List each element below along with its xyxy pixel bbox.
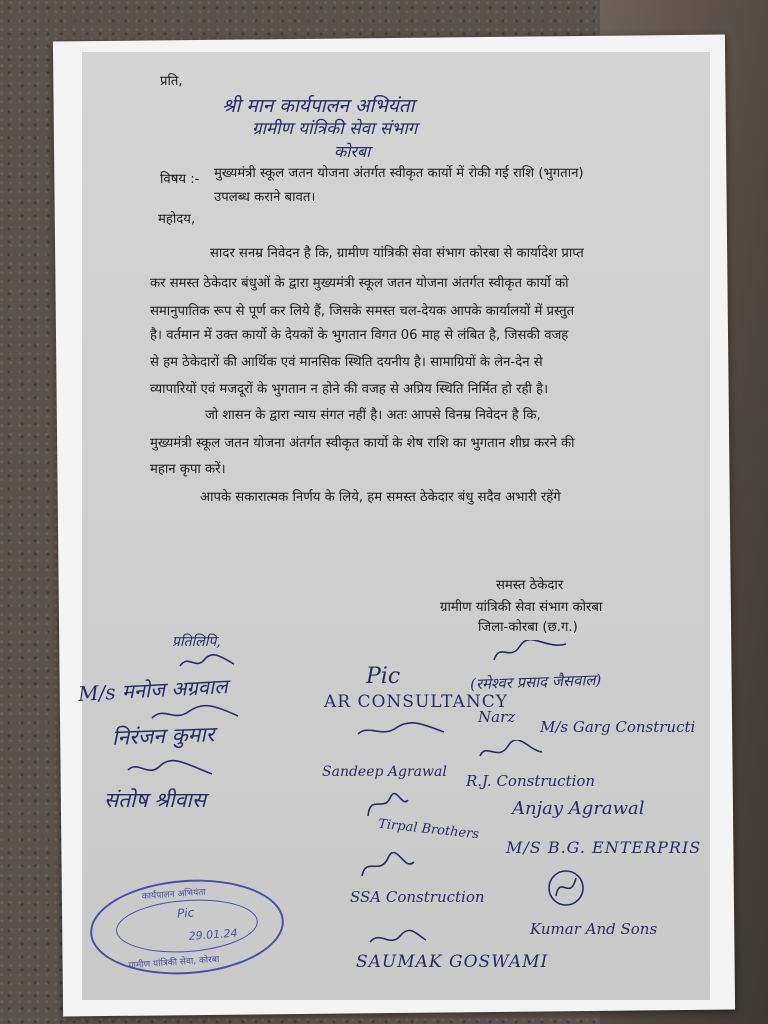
stamp-date-text: 29.01.24 (188, 926, 238, 943)
signature-pic-1: Pic (366, 664, 401, 689)
addressee-line-1: श्री मान कार्यपालन अभियंता (222, 95, 415, 117)
addressee-line-2: ग्रामीण यांत्रिकी सेवा संभाग (252, 119, 418, 139)
signature-scribble-8 (358, 852, 418, 882)
sender-line-1: समस्त ठेकेदार (496, 578, 564, 593)
stamp-top-text: कार्यपालन अभियंता (141, 887, 207, 903)
signature-anjay-agrawal: Anjay Agrawal (512, 798, 645, 819)
signature-manoj-agrawal: M/s मनोज अग्रवाल (77, 674, 229, 706)
signature-scribble-4 (490, 640, 570, 666)
signature-narz: Narz (478, 708, 516, 726)
signature-kumar-and-sons: Kumar And Sons (530, 920, 658, 938)
stamp-bottom-text: ग्रामीण यांत्रिकी सेवा, कोरबा (128, 954, 220, 972)
signature-rameshwar-prasad: (रमेश्वर प्रसाद जैसवाल) (469, 670, 602, 694)
signature-rj-construction: R.J. Construction (466, 772, 596, 790)
signature-scribble-7 (362, 790, 412, 820)
body-line-7: जो शासन के द्वारा न्याय संगत नहीं है। अतः आपसे विनम्र निवेदन है कि, (205, 408, 541, 423)
body-line-5: से हम ठेकेदारों की आर्थिक एवं मानसिक स्थिति दयनीय है। सामाग्रियों के लेन-देन से (150, 355, 543, 370)
signature-scribble-6 (476, 740, 546, 764)
signature-scribble-1 (178, 652, 238, 672)
salutation: महोदय, (158, 212, 196, 227)
subject-line-1: मुख्यमंत्री स्कूल जतन योजना अंतर्गत स्वीकृत कार्यो में रोकी गई राशि (भुगतान) (214, 166, 584, 181)
copy-label: प्रतिलिपि, (172, 634, 221, 650)
subject-label: विषय :- (160, 172, 200, 187)
signature-monogram (544, 866, 590, 912)
stamp-middle-text: Pic (176, 905, 195, 921)
to-label: प्रति, (160, 74, 183, 89)
body-line-9: महान कृपा करें। (150, 462, 226, 477)
signature-ssa-construction: SSA Construction (350, 888, 485, 906)
signature-saumak-goswami: SAUMAK GOSWAMI (356, 952, 549, 972)
signature-bg-enterprise: M/S B.G. ENTERPRIS (506, 838, 702, 857)
signature-scribble-5 (356, 720, 446, 744)
sender-line-2: ग्रामीण यांत्रिकी सेवा संभाग कोरबा (440, 600, 603, 615)
subject-line-2: उपलब्ध कराने बावत। (214, 190, 316, 205)
signature-tirpal-brothers: Tirpal Brothers (377, 816, 480, 843)
signature-scribble-3 (126, 758, 216, 782)
signature-sandeep-agrawal: Sandeep Agrawal (322, 764, 447, 780)
stamp-inner-ring (114, 895, 259, 957)
body-line-6: व्यापारियों एवं मजदूरों के भुगतान न होने की वजह से अप्रिय स्थिति निर्मित हो रही है। (150, 382, 549, 397)
sender-line-3: जिला-कोरबा (छ.ग.) (478, 620, 578, 635)
signature-garg-construction: M/s Garg Constructi (540, 718, 696, 736)
body-line-3: समानुपातिक रूप से पूर्ण कर लिये हैं, जिसके समस्त चल-देयक आपके कार्यालयों में प्रस्तुत (150, 304, 575, 319)
signature-santosh-shrivas: संतोष श्रीवास (104, 788, 207, 812)
body-line-10: आपके सकारात्मक निर्णय के लिये, हम समस्त ठेकेदार बंधु सदैव अभारी रहेंगे (200, 490, 561, 505)
body-line-1: सादर सनम्र निवेदन है कि, ग्रामीण यांत्रिकी सेवा संभाग कोरबा से कार्यादेश प्राप्त (210, 246, 584, 261)
signature-niranjan-kumar: निरंजन कुमार (111, 722, 215, 750)
body-line-8: मुख्यमंत्री स्कूल जतन योजना अंतर्गत स्वीकृत कार्यो के शेष राशि का भुगतान शीघ्र करने की (150, 436, 575, 451)
signature-ar-consultancy: AR CONSULTANCY (324, 692, 508, 712)
body-line-2: कर समस्त ठेकेदार बंधुओं के द्वारा मुख्यमंत्री स्कूल जतन योजना अंतर्गत स्वीकृत कार्यो को (150, 276, 569, 291)
body-line-4: है। वर्तमान में उक्त कार्यो के देयकों के भुगतान विगत 06 माह से लंबित है, जिसकी वजह (150, 328, 569, 343)
signature-scribble-9 (368, 928, 428, 950)
addressee-line-3: कोरबा (334, 142, 371, 161)
